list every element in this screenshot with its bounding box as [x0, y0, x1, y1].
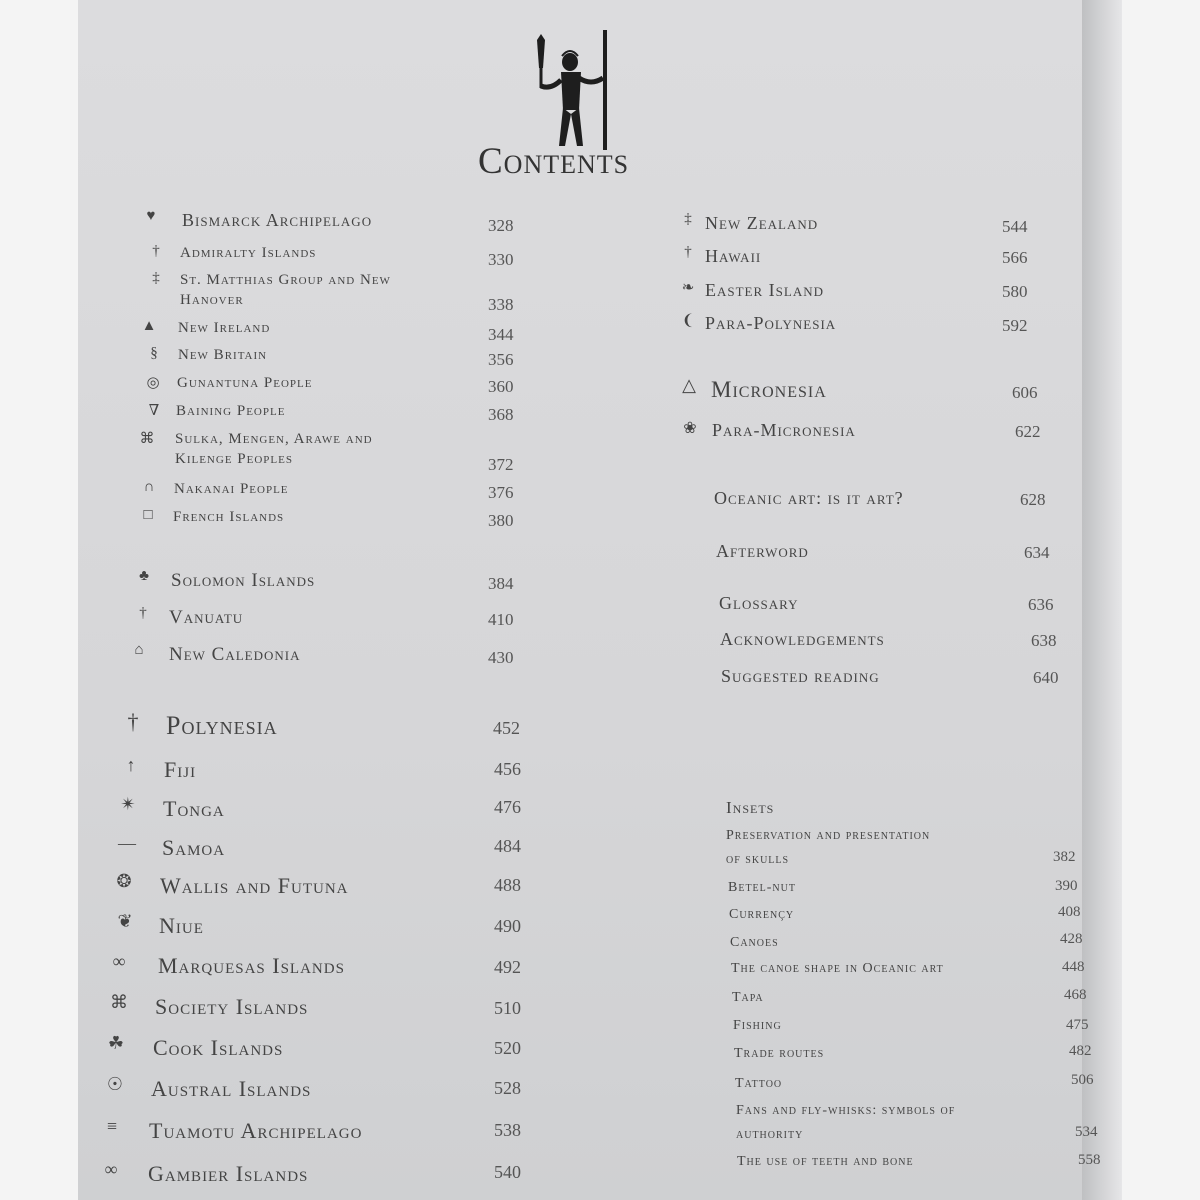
page-number: 376: [488, 483, 514, 502]
shield-icon: ◎: [146, 375, 160, 391]
entry-label-continued: Hanover: [180, 292, 244, 308]
page-number: 520: [494, 1038, 521, 1058]
triangle-icon: △: [682, 375, 696, 395]
page-number: 634: [1024, 543, 1050, 562]
comb-icon: ≡: [106, 1116, 118, 1136]
inset-page-number: 390: [1055, 878, 1078, 894]
entry-label: Solomon Islands: [171, 570, 316, 591]
entry-label: Para-Micronesia: [712, 420, 856, 440]
heart-mask-icon: ♥: [146, 208, 156, 224]
entry-label: Sulka, Mengen, Arawe and: [175, 431, 373, 447]
inset-page-number: 448: [1062, 959, 1085, 975]
goggles-icon: ∞: [104, 1159, 118, 1179]
page-number: 372: [488, 455, 514, 474]
hook-icon: ‡: [152, 270, 160, 286]
inset-label: Fishing: [733, 1018, 782, 1033]
warrior-figure-icon: [525, 28, 615, 153]
page-number: 368: [488, 405, 514, 424]
inset-label: The use of teeth and bone: [737, 1154, 914, 1169]
inset-label: The canoe shape in Oceanic art: [731, 961, 944, 976]
entry-label: French Islands: [173, 509, 285, 525]
entry-label: Oceanic art: is it art?: [714, 488, 904, 508]
leaf-icon: ∇: [148, 403, 160, 419]
crown-icon: ☘: [107, 1033, 125, 1053]
dash-icon: —: [118, 833, 136, 853]
head-icon: ♣: [139, 568, 149, 584]
entry-label: Nakanai People: [174, 481, 289, 497]
page-number: 490: [494, 916, 521, 936]
arrow-icon: ↑: [126, 755, 136, 775]
dome-icon: ▲: [141, 318, 157, 334]
page-title: Contents: [478, 141, 630, 182]
inset-page-number: 475: [1066, 1017, 1089, 1033]
page-number: 476: [494, 797, 521, 817]
inset-page-number: 382: [1053, 849, 1076, 865]
entry-label: Micronesia: [711, 377, 827, 402]
page-number: 544: [1002, 217, 1028, 236]
bird-icon: ❧: [681, 280, 695, 296]
inset-label: Betel-nut: [728, 880, 796, 895]
entry-label: Para-Polynesia: [705, 313, 837, 333]
page-number: 456: [494, 759, 521, 779]
cap-icon: ∩: [143, 479, 155, 495]
mask-icon: ⌘: [139, 431, 155, 447]
entry-label-continued: Kilenge Peoples: [175, 451, 293, 467]
inset-label-continued: of skulls: [726, 852, 790, 867]
page-number: 344: [488, 325, 514, 344]
figure-icon: †: [127, 709, 139, 734]
entry-label: Samoa: [162, 835, 226, 860]
mask-icon: ⌘: [110, 992, 128, 1012]
figure-icon: †: [684, 244, 692, 260]
entry-label: St. Matthias Group and New: [180, 272, 391, 288]
page-number: 484: [494, 836, 521, 856]
entry-label: Fiji: [164, 757, 197, 782]
inset-page-number: 482: [1069, 1043, 1092, 1059]
hook-icon: ‡: [684, 211, 692, 227]
page-number: 640: [1033, 668, 1059, 687]
feather-icon: ❨: [681, 313, 695, 329]
inset-page-number: 468: [1064, 987, 1087, 1003]
page-number: 636: [1028, 595, 1054, 614]
entry-label: Gambier Islands: [148, 1161, 309, 1186]
entry-label: New Ireland: [178, 320, 271, 336]
inset-label: Canoes: [730, 935, 779, 950]
entry-label: Niue: [159, 913, 204, 938]
page-number: 380: [488, 511, 514, 530]
page-number: 452: [493, 718, 520, 738]
page-number: 356: [488, 350, 514, 369]
insets-heading: Insets: [726, 798, 775, 817]
entry-label: Gunantuna People: [177, 375, 313, 391]
page-number: 580: [1002, 282, 1028, 301]
entry-label: Glossary: [719, 593, 799, 613]
inset-page-number: 558: [1078, 1152, 1101, 1168]
page-number: 540: [494, 1162, 521, 1182]
page-number: 338: [488, 295, 514, 314]
entry-label: Cook Islands: [153, 1035, 284, 1060]
inset-label: Tattoo: [735, 1076, 783, 1091]
page-number: 566: [1002, 248, 1028, 267]
spiral-icon: §: [150, 345, 158, 361]
entry-label: Vanuatu: [169, 607, 244, 628]
inset-label: Currençy: [729, 907, 795, 922]
page-number: 410: [488, 610, 514, 629]
entry-label: New Caledonia: [169, 644, 301, 665]
entry-label: Wallis and Futuna: [160, 873, 349, 898]
inset-label: Preservation and presentation: [726, 828, 931, 843]
page-number: 628: [1020, 490, 1046, 509]
figure-icon: †: [152, 243, 160, 259]
face-icon: □: [143, 507, 153, 523]
entry-label: Easter Island: [705, 280, 824, 300]
entry-label: Acknowledgements: [720, 629, 885, 649]
page-number: 606: [1012, 383, 1038, 402]
page-number: 538: [494, 1120, 521, 1140]
sun-icon: ❂: [116, 871, 132, 891]
inset-page-number: 506: [1071, 1072, 1094, 1088]
page-number: 592: [1002, 316, 1028, 335]
entry-label: Afterword: [716, 541, 809, 561]
inset-label: Trade routes: [734, 1046, 825, 1061]
entry-label: Austral Islands: [151, 1076, 312, 1101]
fern-icon: ❦: [117, 911, 133, 931]
swirl-icon: ❀: [683, 420, 697, 437]
entry-label: New Britain: [178, 347, 268, 363]
entry-label: Society Islands: [155, 994, 309, 1019]
page-number: 528: [494, 1078, 521, 1098]
entry-label: Tuamotu Archipelago: [149, 1118, 363, 1143]
page-number: 384: [488, 574, 514, 593]
entry-label: Bismarck Archipelago: [182, 210, 373, 230]
inset-page-number: 534: [1075, 1124, 1098, 1140]
page-number: 430: [488, 648, 514, 667]
figure-icon: †: [139, 605, 147, 621]
roof-icon: ⌂: [134, 642, 144, 658]
page-number: 622: [1015, 422, 1041, 441]
inset-page-number: 408: [1058, 904, 1081, 920]
entry-label: Marquesas Islands: [158, 953, 345, 978]
inset-label-continued: authority: [736, 1127, 804, 1142]
inset-page-number: 428: [1060, 931, 1083, 947]
page-number: 328: [488, 216, 514, 235]
entry-label: Tonga: [163, 796, 225, 821]
entry-label: Hawaii: [705, 246, 762, 266]
page-number: 492: [494, 957, 521, 977]
page-number: 510: [494, 998, 521, 1018]
entry-label: New Zealand: [705, 213, 819, 233]
page-number: 488: [494, 875, 521, 895]
totem-icon: ☉: [106, 1074, 124, 1094]
dancer-icon: ✴: [120, 794, 136, 814]
page-number: 360: [488, 377, 514, 396]
inset-label: Fans and fly-whisks: symbols of: [736, 1103, 956, 1118]
inset-label: Tapa: [732, 990, 764, 1005]
page-number: 330: [488, 250, 514, 269]
entry-label: Polynesia: [166, 711, 278, 740]
page-number: 638: [1031, 631, 1057, 650]
entry-label: Suggested reading: [721, 666, 880, 686]
entry-label: Admiralty Islands: [180, 245, 317, 261]
entry-label: Baining People: [176, 403, 286, 419]
eye-icon: ∞: [112, 951, 126, 971]
